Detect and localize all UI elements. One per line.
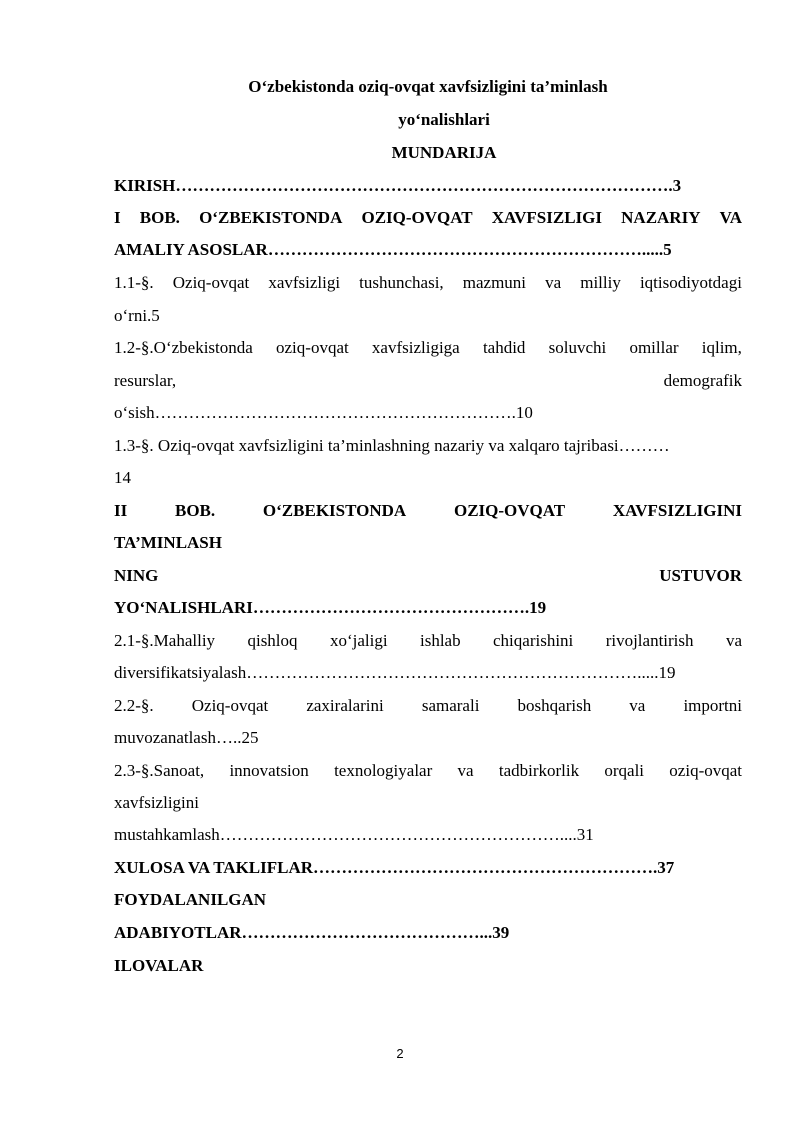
toc-word: mazmuni [462, 273, 527, 292]
toc-word: xavfsizligi [268, 273, 341, 292]
toc-entry-section-1-2-line2 [114, 370, 742, 392]
toc-word: BOB. [175, 501, 216, 520]
toc-entry-section-2-1-line2: diversifikatsiyalash…………………………………………………………….....19 [114, 663, 676, 682]
toc-word: O‘ZBEKISTONDA [199, 208, 343, 227]
toc-word: boshqarish [517, 696, 592, 715]
toc-word: demografik [663, 371, 742, 390]
toc-entry-section-2-3-line2: xavfsizligini [114, 793, 199, 812]
toc-word: tushunchasi, [359, 273, 444, 292]
toc-word: 2.2-§. [114, 696, 154, 715]
toc-word: 2.3-§.Sanoat, [114, 761, 205, 780]
toc-word: zaxiralarini [306, 696, 384, 715]
document-title-line1: O‘zbekistonda oziq-ovqat xavfsizligini ta’minlash [248, 77, 608, 96]
toc-word: ishlab [419, 631, 461, 650]
toc-entry-section-1-2-line3: o‘sish……………………………………………………….10 [114, 403, 533, 422]
toc-word: 2.1-§.Mahalliy [114, 631, 216, 650]
toc-word: 1.2-§.O‘zbekistonda [114, 338, 253, 357]
toc-word: tadbirkorlik [498, 761, 580, 780]
toc-word: milliy [580, 273, 621, 292]
toc-entry-section-1-3-line1: 1.3-§. Oziq-ovqat xavfsizligini ta’minlashning nazariy va xalqaro tajribasi……… [114, 436, 670, 455]
toc-word: resurslar, [114, 371, 177, 390]
toc-word: oziq-ovqat [276, 338, 349, 357]
toc-entry-chapter2-line3 [114, 565, 742, 587]
toc-entry-section-1-1-line1 [114, 272, 742, 294]
toc-entry-chapter2-line1 [114, 500, 742, 522]
toc-word: iqlim, [701, 338, 742, 357]
toc-entry-section-1-2-line1 [114, 337, 742, 359]
page-number: 2 [396, 1046, 404, 1061]
toc-entry-section-2-2-line1 [114, 695, 742, 717]
toc-entry-section-2-3-line3: mustahkamlash……………………………………………………....31 [114, 825, 594, 844]
toc-heading: MUNDARIJA [391, 143, 497, 162]
toc-word: OZIQ-OVQAT [453, 501, 566, 520]
document-title-line2: yo‘nalishlari [398, 110, 490, 129]
toc-word: chiqarishini [493, 631, 574, 650]
toc-word: NAZARIY [621, 208, 701, 227]
toc-word: 1.1-§. [114, 273, 154, 292]
toc-word: OZIQ-OVQAT [361, 208, 473, 227]
toc-entry-chapter2-line4: YO‘NALISHLARI………………………………………….19 [114, 598, 547, 617]
toc-word: va [629, 696, 646, 715]
toc-entry-section-1-3-line2: 14 [114, 468, 131, 487]
toc-word: innovatsion [229, 761, 309, 780]
toc-word: BOB. [139, 208, 180, 227]
toc-word: II [114, 501, 128, 520]
toc-entry-intro: KIRISH…………………………………………………………………………….3 [114, 176, 682, 195]
toc-word: rivojlantirish [605, 631, 694, 650]
toc-entry-section-2-2-line2: muvozanatlash…..25 [114, 728, 259, 747]
toc-word: oziq-ovqat [669, 761, 742, 780]
toc-word: soluvchi [548, 338, 607, 357]
toc-word: XAVFSIZLIGINI [612, 501, 742, 520]
toc-word: va [457, 761, 474, 780]
toc-word: va [545, 273, 562, 292]
toc-word: Oziq-ovqat [172, 273, 250, 292]
toc-word: NING [114, 566, 159, 585]
toc-word: Oziq-ovqat [191, 696, 269, 715]
toc-entry-conclusion: XULOSA VA TAKLIFLAR…………………………………………………….37 [114, 858, 675, 877]
toc-entry-section-1-1-line2: o‘rni.5 [114, 306, 160, 325]
toc-word: orqali [604, 761, 645, 780]
toc-entry-references-line2: ADABIYOTLAR……………………………………...39 [114, 923, 510, 942]
toc-word: iqtisodiyotdagi [639, 273, 742, 292]
toc-word: O‘ZBEKISTONDA [262, 501, 407, 520]
toc-word: XAVFSIZLIGI [491, 208, 602, 227]
toc-entry-chapter1-line1 [114, 207, 742, 229]
toc-word: tahdid [482, 338, 526, 357]
toc-word: xavfsizligiga [371, 338, 460, 357]
toc-entry-chapter1-line2: AMALIY ASOSLAR………………………………………………………….....5 [114, 240, 672, 259]
toc-word: qishloq [247, 631, 298, 650]
toc-word: USTUVOR [659, 566, 742, 585]
toc-word: samarali [421, 696, 480, 715]
toc-word: va [725, 631, 742, 650]
toc-word: I [114, 208, 121, 227]
toc-word: VA [719, 208, 742, 227]
toc-entry-references-line1: FOYDALANILGAN [114, 890, 267, 909]
toc-entry-appendix: ILOVALAR [114, 956, 204, 975]
toc-entry-section-2-1-line1 [114, 630, 742, 652]
toc-word: xo‘jaligi [329, 631, 388, 650]
toc-entry-section-2-3-line1 [114, 760, 742, 782]
toc-entry-chapter2-line2: TA’MINLASH [114, 533, 222, 552]
toc-word: importni [683, 696, 742, 715]
toc-word: omillar [629, 338, 679, 357]
toc-word: texnologiyalar [334, 761, 433, 780]
